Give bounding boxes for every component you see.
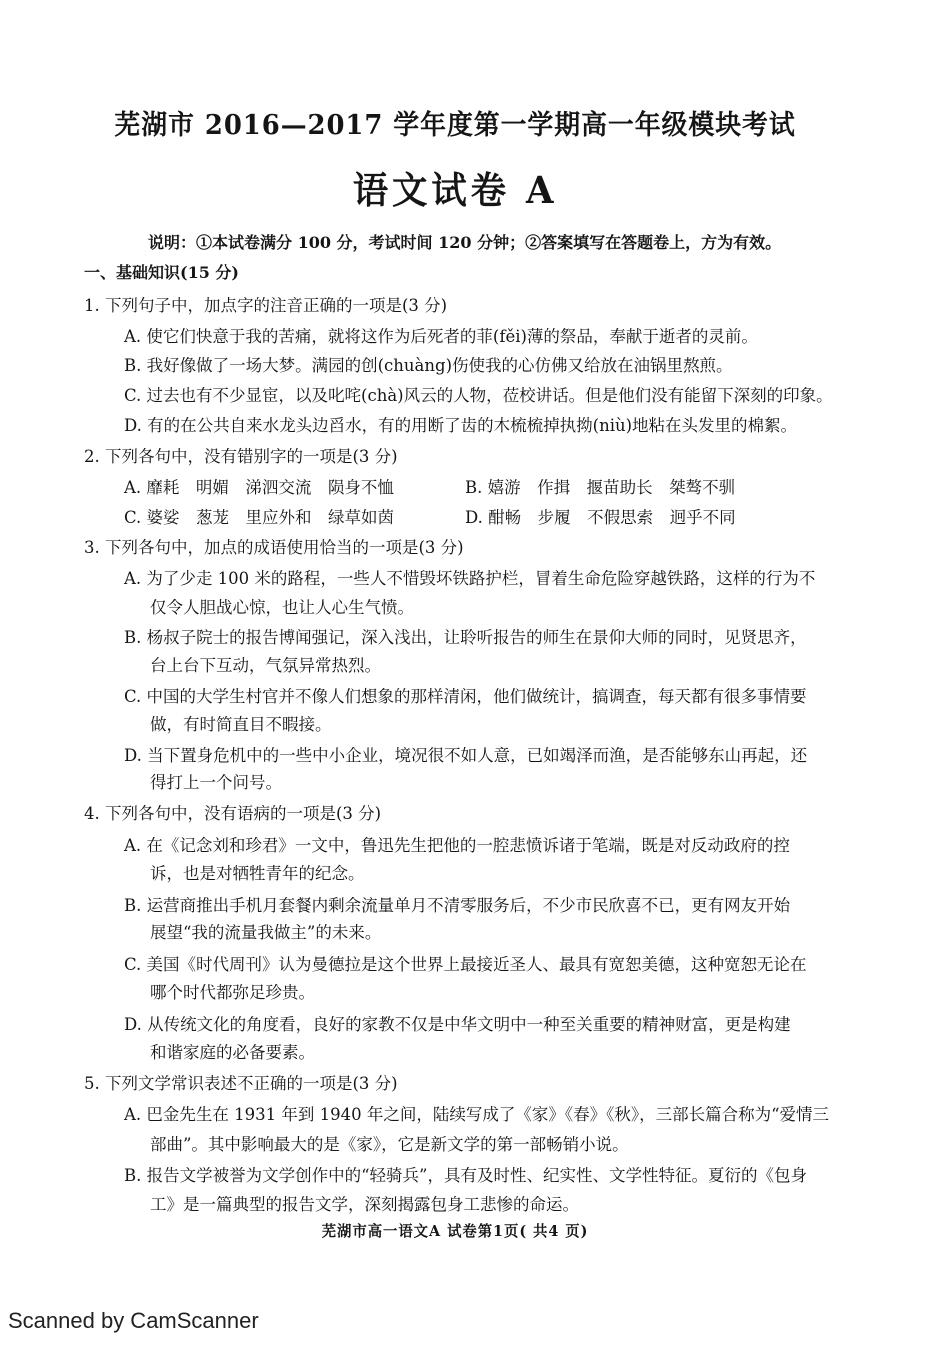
question-3-option-c-cont: 做，有时简直目不暇接。 — [150, 715, 332, 734]
question-4-option-b: B. 运营商推出手机月套餐内剩余流量单月不清零服务后，不少市民欣喜不已，更有网友开始 — [124, 896, 791, 915]
question-4-option-d-cont: 和谐家庭的必备要素。 — [150, 1043, 315, 1062]
question-1-option-b: B. 我好像做了一场大梦。满园的创(chuàng)伤使我的心仿佛又给放在油锅里熬煎。 — [124, 356, 733, 375]
exam-paper-title: 语文试卷 A — [352, 168, 558, 212]
question-3-option-c: C. 中国的大学生村官并不像人们想象的那样清闲，他们做统计，搞调查，每天都有很多事情要 — [124, 687, 807, 706]
question-2-option-c: C. 婆娑 葱茏 里应外和 绿草如茵 — [124, 508, 395, 527]
question-2-stem: 2. 下列各句中，没有错别字的一项是(3 分) — [84, 447, 398, 466]
question-5-option-b-cont: 工》是一篇典型的报告文学，深刻揭露包身工悲惨的命运。 — [150, 1195, 579, 1214]
question-1-stem: 1. 下列句子中，加点字的注音正确的一项是(3 分) — [84, 296, 448, 315]
question-1-option-c: C. 过去也有不少显宦，以及叱咤(chà)风云的人物，莅校讲话。但是他们没有能留下深刻的印象。 — [124, 386, 833, 405]
question-1-option-d: D. 有的在公共自来水龙头边舀水，有的用断了齿的木梳梳掉执拗(niù)地粘在头发里的棉絮。 — [124, 416, 798, 435]
question-4-stem: 4. 下列各句中，没有语病的一项是(3 分) — [84, 804, 382, 823]
question-4-option-a-cont: 诉，也是对牺牲青年的纪念。 — [150, 864, 365, 883]
page-footer: 芜湖市高一语文A 试卷第1页( 共4 页) — [321, 1222, 589, 1240]
question-4-option-a: A. 在《记念刘和珍君》一文中，鲁迅先生把他的一腔悲愤诉诸于笔端，既是对反动政府的控 — [124, 836, 790, 855]
exam-instructions: 说明：①本试卷满分 100 分，考试时间 120 分钟；②答案填写在答题卷上，方为有效。 — [148, 233, 782, 252]
question-4-option-c-cont: 哪个时代都弥足珍贵。 — [150, 983, 315, 1002]
question-2-option-d: D. 酣畅 步履 不假思索 迥乎不同 — [465, 508, 736, 527]
question-3-option-b-cont: 台上台下互动，气氛异常热烈。 — [150, 656, 381, 675]
question-5-option-a-cont: 部曲”。其中影响最大的是《家》，它是新文学的第一部畅销小说。 — [150, 1135, 629, 1154]
question-4-option-d: D. 从传统文化的角度看，良好的家教不仅是中华文明中一种至关重要的精神财富，更是构建 — [124, 1015, 791, 1034]
question-2-option-a: A. 靡耗 明媚 涕泗交流 陨身不恤 — [124, 478, 394, 497]
question-3-option-a-cont: 仅令人胆战心惊，也让人心生气愤。 — [150, 598, 414, 617]
section-heading: 一、基础知识(15 分) — [84, 263, 239, 282]
question-5-stem: 5. 下列文学常识表述不正确的一项是(3 分) — [84, 1074, 398, 1093]
question-3-option-a: A. 为了少走 100 米的路程，一些人不惜毁坏铁路护栏，冒着生命危险穿越铁路，这样的行为不 — [124, 569, 816, 588]
question-3-option-d: D. 当下置身危机中的一些中小企业，境况很不如人意，已如竭泽而渔，是否能够东山再起，还 — [124, 746, 808, 765]
question-2-option-b: B. 嬉游 作揖 揠苗助长 桀骜不驯 — [465, 478, 736, 497]
question-3-option-b: B. 杨叔子院士的报告博闻强记，深入浅出，让聆听报告的师生在景仰大师的同时，见贤思齐， — [124, 628, 807, 647]
question-4-option-b-cont: 展望“我的流量我做主”的未来。 — [150, 923, 382, 942]
question-5-option-a: A. 巴金先生在 1931 年到 1940 年之间，陆续写成了《家》《春》《秋》，三部长篇合称为“爱情三 — [124, 1105, 830, 1124]
exam-header-title: 芜湖市 2016—2017 学年度第一学期高一年级模块考试 — [114, 110, 796, 141]
question-1-option-a: A. 使它们快意于我的苦痛，就将这作为后死者的菲(fěi)薄的祭品，奉献于逝者的灵前。 — [124, 327, 758, 346]
question-3-option-d-cont: 得打上一个问号。 — [150, 773, 282, 792]
question-4-option-c: C. 美国《时代周刊》认为曼德拉是这个世界上最接近圣人、最具有宽恕美德，这种宽恕无论在 — [124, 955, 807, 974]
question-5-option-b: B. 报告文学被誉为文学创作中的“轻骑兵”，具有及时性、纪实性、文学性特征。夏衍的《包身 — [124, 1166, 807, 1185]
question-3-stem: 3. 下列各句中，加点的成语使用恰当的一项是(3 分) — [84, 538, 464, 557]
scanner-watermark: Scanned by CamScanner — [8, 1308, 259, 1333]
